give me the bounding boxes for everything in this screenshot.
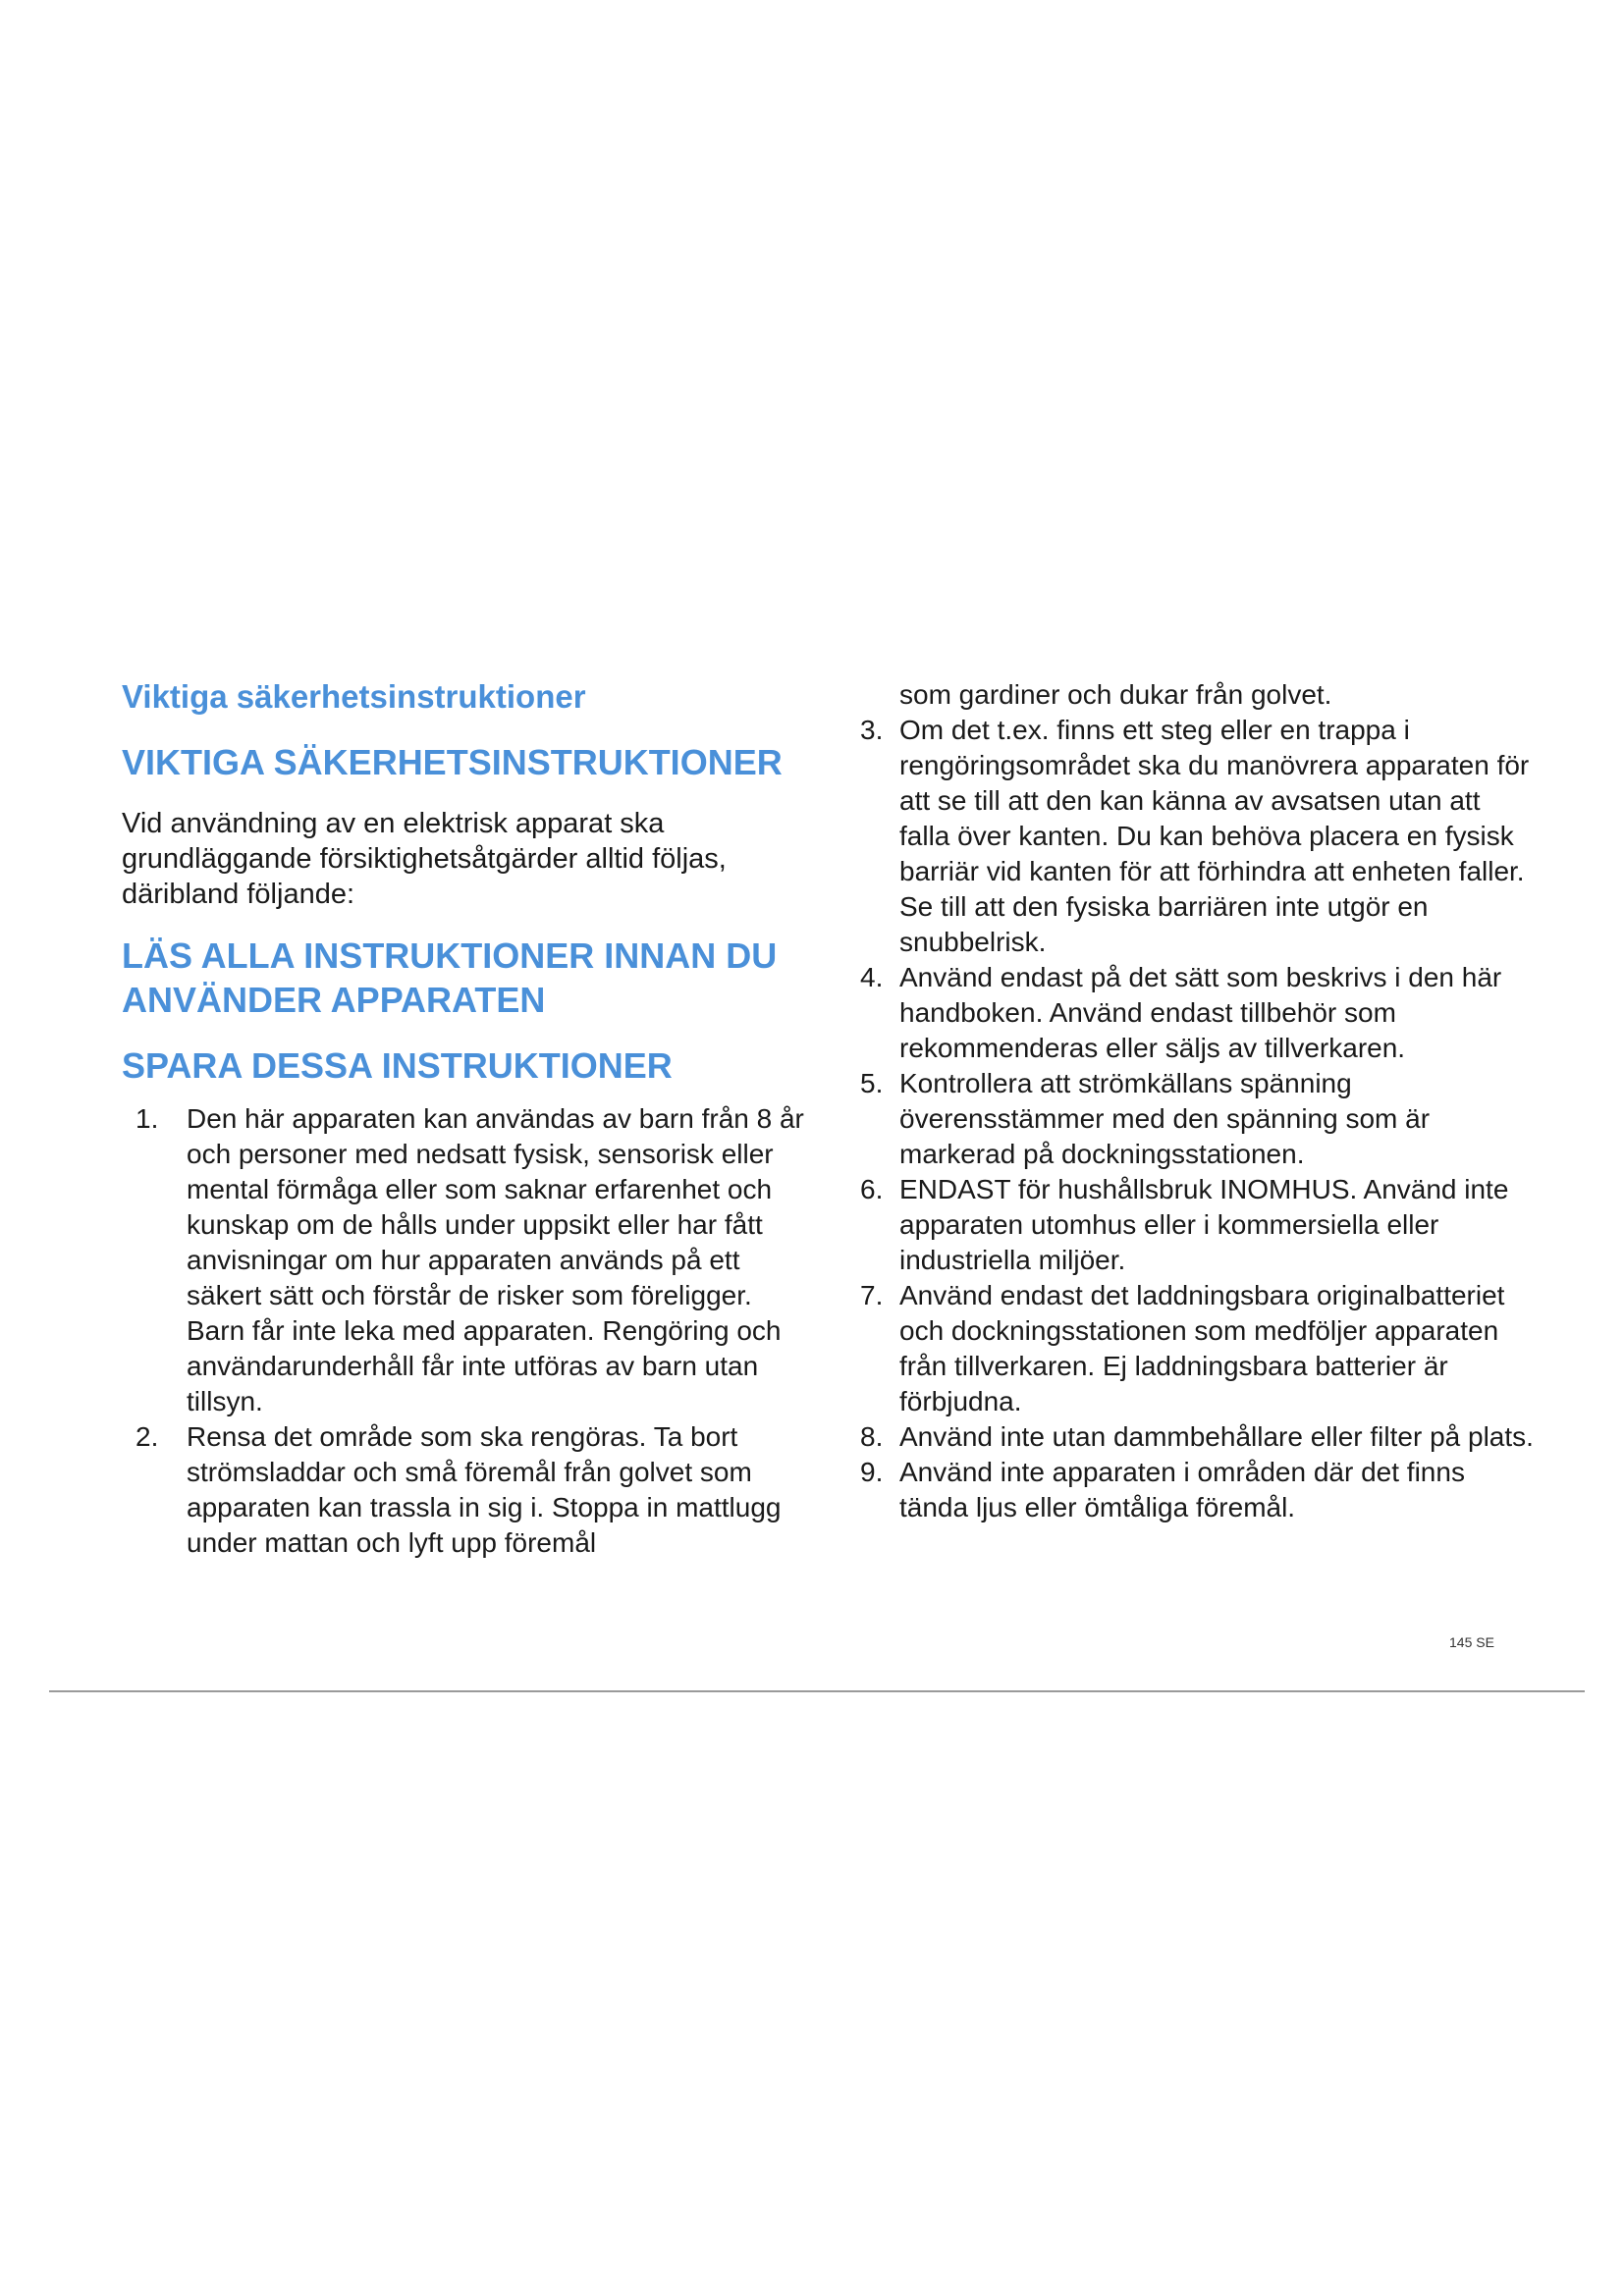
intro-paragraph: Vid användning av en elektrisk apparat ska grundläggande försiktighetsåtgärder alltid följas, däribland följande: — [122, 808, 727, 910]
list-item — [860, 1278, 1538, 1419]
section-title: Viktiga säkerhetsinstruktioner — [122, 678, 586, 715]
item-number: 4. — [860, 962, 884, 992]
heading-save-instructions: SPARA DESSA INSTRUKTIONER — [122, 1045, 673, 1086]
item-text: ENDAST för hushållsbruk INOMHUS. Använd inte apparaten utomhus eller i kommersiella eller industriella miljöer. — [899, 1174, 1509, 1275]
list-item — [135, 1101, 809, 1419]
instruction-list-right — [860, 713, 1538, 1525]
list-item — [135, 1419, 809, 1561]
right-column — [860, 677, 1538, 1525]
list-item — [860, 1066, 1538, 1172]
item-text: Den här apparaten kan användas av barn från 8 år och personer med nedsatt fysisk, sensorisk eller mental förmåga eller som saknar erfarenhet och kunskap om de hålls under uppsikt eller har fått anvisningar om hur apparaten används på ett säkert sätt och förstår de risker som föreligger. Barn får inte leka med apparaten. Rengöring och användarunderhåll får inte utföras av barn utan tillsyn. — [187, 1103, 804, 1416]
item-text: Använd endast det laddningsbara originalbatteriet och dockningsstationen som medföljer apparaten från tillverkaren. Ej laddningsbara batterier är förbjudna. — [899, 1280, 1505, 1416]
item-number: 6. — [860, 1174, 884, 1204]
item-2-continuation: som gardiner och dukar från golvet. — [899, 679, 1332, 710]
footer-divider — [49, 1690, 1585, 1692]
list-item — [860, 1455, 1538, 1525]
list-item — [860, 1172, 1538, 1278]
item-text: Använd endast på det sätt som beskrivs i den här handboken. Använd endast tillbehör som rekommenderas eller säljs av tillverkaren. — [899, 962, 1502, 1063]
item-text: Om det t.ex. finns ett steg eller en trappa i rengöringsområdet ska du manövrera apparaten för att se till att den kan känna av avsatsen utan att falla över kanten. Du kan behöva placera en fysisk barriär vid kanten för att förhindra att enheten faller. Se till att den fysiska barriären inte utgör en snubbelrisk. — [899, 715, 1530, 957]
item-number: 3. — [860, 715, 884, 745]
list-item — [860, 960, 1538, 1066]
page-number: 145 SE — [1449, 1634, 1494, 1650]
list-item — [860, 1419, 1538, 1455]
item-number: 8. — [860, 1421, 884, 1452]
instruction-list-left — [122, 1101, 809, 1561]
item-number: 1. — [135, 1103, 159, 1134]
item-number: 9. — [860, 1457, 884, 1487]
item-text: Rensa det område som ska rengöras. Ta bort strömsladdar och små föremål från golvet som apparaten kan trassla in sig i. Stoppa in mattlugg under mattan och lyft upp föremål — [187, 1421, 782, 1558]
item-text: Kontrollera att strömkällans spänning överensstämmer med den spänning som är markerad på dockningsstationen. — [899, 1068, 1431, 1169]
item-text: Använd inte apparaten i områden där det finns tända ljus eller ömtåliga föremål. — [899, 1457, 1465, 1522]
item-number: 5. — [860, 1068, 884, 1098]
list-item — [860, 713, 1538, 960]
left-column — [122, 677, 809, 1561]
heading-important-safety: VIKTIGA SÄKERHETSINSTRUKTIONER — [122, 742, 783, 782]
item-number: 7. — [860, 1280, 884, 1310]
item-text: Använd inte utan dammbehållare eller filter på plats. — [899, 1421, 1534, 1452]
heading-read-instructions: LÄS ALLA INSTRUKTIONER INNAN DU ANVÄNDER APPARATEN — [122, 935, 778, 1020]
item-number: 2. — [135, 1421, 159, 1452]
